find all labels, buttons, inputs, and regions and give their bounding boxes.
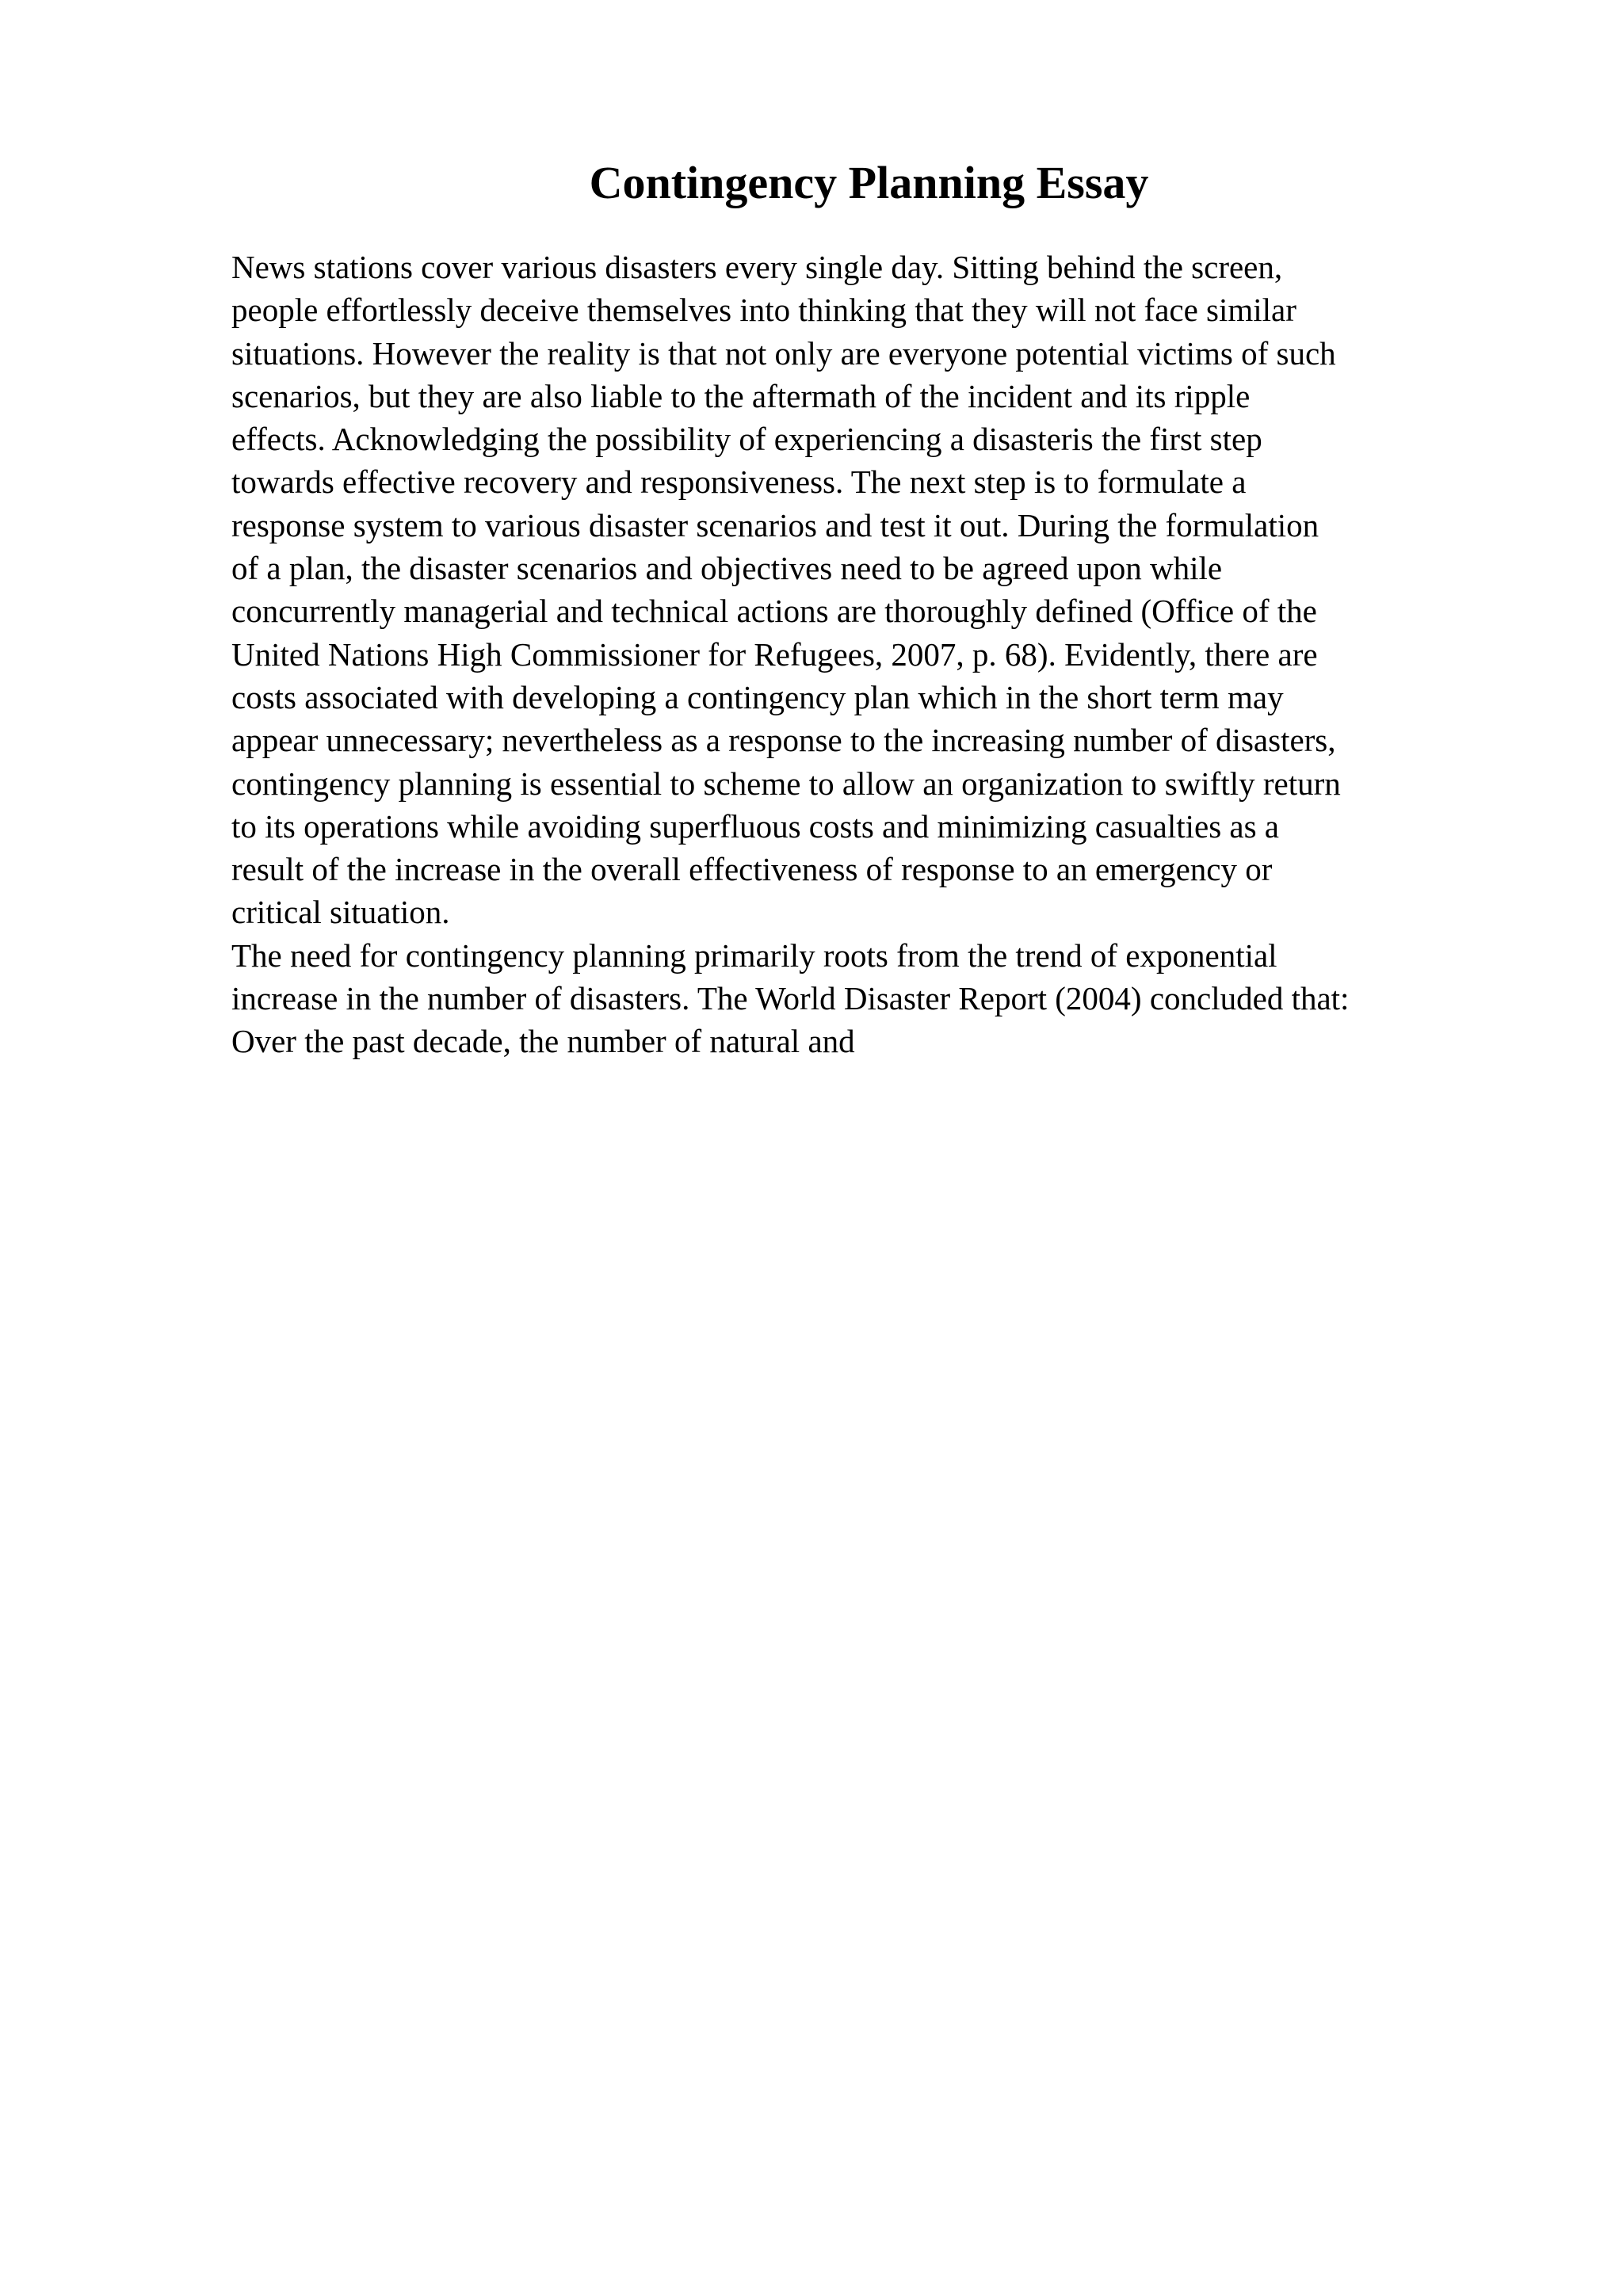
text-line: towards effective recovery and responsiveness. The next step is to formulate a — [231, 463, 1247, 501]
text-line: increase in the number of disasters. The World Disaster Report (2004) concluded that: — [231, 980, 1350, 1017]
text-line: scenarios, but they are also liable to the aftermath of the incident and its ripple — [231, 377, 1251, 414]
text-line: people effortlessly deceive themselves into thinking that they will not face similar — [231, 292, 1296, 329]
text-line: contingency planning is essential to scheme to allow an organization to swiftly return — [231, 765, 1341, 802]
essay-body — [231, 246, 1499, 1063]
text-line: effects. Acknowledging the possibility of experiencing a disasteris the first step — [231, 421, 1262, 458]
text-line: The need for contingency planning primarily roots from the trend of exponential — [231, 936, 1277, 974]
text-line: Over the past decade, the number of natural and — [231, 1023, 855, 1060]
text-line: concurrently managerial and technical actions are thoroughly defined (Office of the — [231, 593, 1317, 630]
text-line: of a plan, the disaster scenarios and objectives need to be agreed upon while — [231, 550, 1223, 587]
text-line: News stations cover various disasters every single day. Sitting behind the screen, — [231, 249, 1283, 285]
text-line: response system to various disaster scenarios and test it out. During the formulation — [231, 506, 1319, 543]
text-line: situations. However the reality is that not only are everyone potential victims of such — [231, 334, 1336, 372]
text-line: costs associated with developing a contingency plan which in the short term may — [231, 678, 1284, 715]
text-line: result of the increase in the overall effectiveness of response to an emergency or — [231, 851, 1273, 888]
text-line: appear unnecessary; nevertheless as a response to the increasing number of disasters, — [231, 722, 1336, 759]
text-line: critical situation. — [231, 894, 450, 931]
page-title: Contingency Planning Essay — [589, 157, 1149, 208]
text-line: United Nations High Commissioner for Refugees, 2007, p. 68). Evidently, there are — [231, 635, 1318, 673]
text-line: to its operations while avoiding superfluous costs and minimizing casualties as a — [231, 807, 1280, 845]
